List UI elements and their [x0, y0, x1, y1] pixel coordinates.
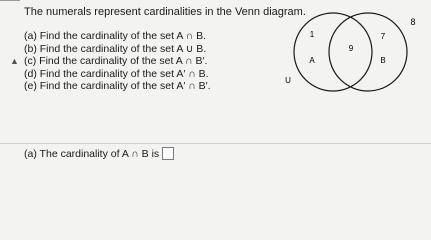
triangle-marker-icon: ▲ [10, 56, 19, 66]
set-a-label: A [309, 56, 315, 65]
answer-input[interactable] [162, 147, 174, 160]
question-b: (b) Find the cardinality of the set A ∪ B. [24, 42, 207, 55]
problem-intro: The numerals represent cardinalities in the Venn diagram. [24, 6, 306, 18]
header-rule [0, 0, 20, 1]
question-list [24, 30, 211, 93]
question-a: (a) Find the cardinality of the set A ∩ B. [24, 30, 207, 42]
venn-diagram [282, 7, 424, 97]
question-e: (e) Find the cardinality of the set A′ ∩ B′. [24, 80, 211, 93]
set-b-label: B [380, 56, 386, 65]
section-divider [0, 143, 431, 144]
answer-row [24, 147, 174, 160]
universal-set-label: U [285, 76, 291, 85]
set-b-circle [329, 13, 407, 91]
a-only-cardinality: 1 [309, 30, 315, 39]
universal-cardinality: 8 [410, 17, 416, 27]
set-a-circle [294, 13, 372, 91]
intersection-cardinality: 9 [348, 44, 354, 53]
b-only-cardinality: 7 [380, 32, 386, 41]
answer-prompt: (a) The cardinality of A ∩ B is [24, 147, 160, 160]
question-d: (d) Find the cardinality of the set A′ ∩ B. [24, 67, 209, 80]
question-c: (c) Find the cardinality of the set A ∩ B′. [24, 55, 208, 68]
